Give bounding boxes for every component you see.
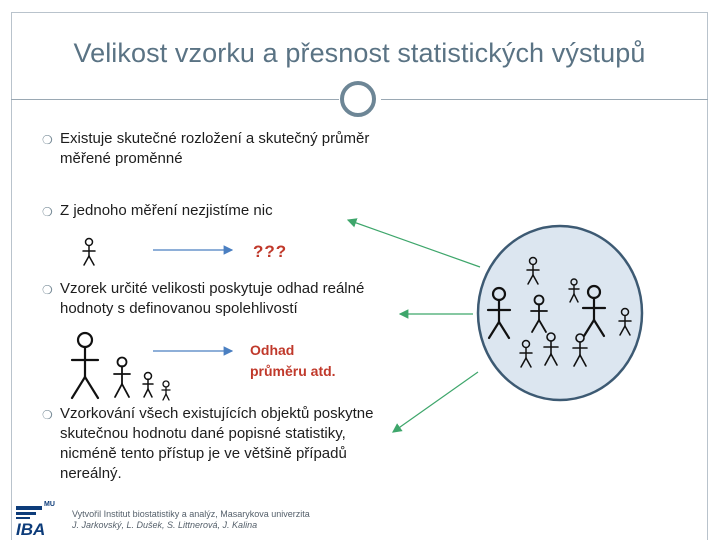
bullet-mark-icon: ❍ — [42, 283, 53, 297]
population-ellipse — [478, 226, 642, 400]
slide-title: Velikost vzorku a přesnost statistických výstupů — [73, 38, 646, 68]
sample-person-tiny-icon — [162, 381, 170, 400]
bullet-mark-icon: ❍ — [42, 133, 53, 147]
bullet-mark-icon: ❍ — [42, 408, 53, 422]
single-person-icon — [83, 239, 95, 266]
arrow-to-single-measurement — [348, 220, 480, 267]
logo-text: IBA — [16, 520, 46, 539]
bullet-text: Z jednoho měření nezjistíme nic — [60, 202, 273, 219]
sample-person-small-icon — [143, 373, 153, 398]
bullet-text: Existuje skutečné rozložení a skutečný průměr měřené proměnné — [60, 130, 370, 167]
sample-person-medium-icon — [114, 358, 130, 398]
footer-credits — [72, 509, 310, 531]
sample-person-large-icon — [72, 333, 98, 398]
footer-institution: Vytvořil Institut biostatistiky a analýz, Masarykova univerzita — [72, 509, 310, 519]
estimate-label-line2: průměru atd. — [250, 363, 336, 379]
footer-authors: J. Jarkovský, L. Dušek, S. Littnerová, J. Kalina — [72, 520, 258, 530]
bullet-text: Vzorek určité velikosti poskytuje odhad reálné hodnoty s definovanou spolehlivostí — [60, 280, 365, 317]
logo-small-text: MU — [44, 501, 55, 508]
bullet-mark-icon: ❍ — [42, 205, 53, 219]
arrow-to-full-population — [393, 372, 478, 432]
bullet-text: Vzorkování všech existujících objektů poskytne skutečnou hodnotu dané popisné statistiky, nicméně tento přístup je ve většině případů nereálný. — [60, 405, 374, 482]
estimate-label-line1: Odhad — [250, 342, 295, 358]
iba-logo — [14, 501, 58, 540]
unknown-result-label: ??? — [253, 242, 288, 261]
